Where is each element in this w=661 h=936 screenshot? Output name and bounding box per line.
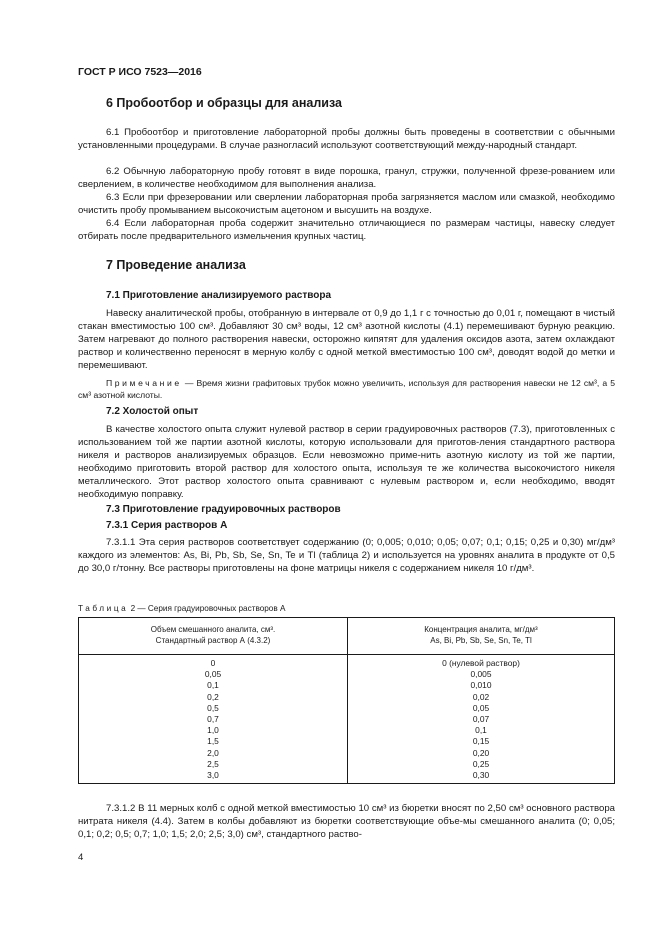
volume-cell: 0,05 <box>204 669 222 680</box>
concentration-header-line2: As, Bi, Pb, Sb, Se, Sn, Te, Tl <box>430 636 532 645</box>
table-caption-text: 2 — Серия градуировочных растворов А <box>128 604 286 613</box>
concentration-cell: 0,02 <box>472 691 490 702</box>
paragraph-6-2: 6.2 Обычную лабораторную пробу готовят в виде порошка, гранул, стружки, полученной фрезе-рованием или сверлением, в количестве необходимом для выполнения анализа. <box>78 166 615 190</box>
paragraph-6-1: 6.1 Пробоотбор и приготовление лабораторной пробы должны быть проведены в соответствии с обычными установленными процедурами. В случае разногласий используют соответствующий между-народный стандарт. <box>78 127 615 151</box>
concentration-cell: 0,20 <box>472 747 490 758</box>
concentration-cell: 0 (нулевой раствор) <box>442 658 520 668</box>
calibration-table <box>78 617 615 784</box>
subsection-7-3-heading: 7.3 Приготовление градуировочных растворов <box>106 504 341 515</box>
section-7-heading: 7 Проведение анализа <box>106 258 246 272</box>
paragraph-7-3-1-1: 7.3.1.1 Эта серия растворов соответствует содержанию (0; 0,005; 0,010; 0,05; 0,07; 0,1; 0,15; 0,25 и 0,30) мг/дм³ каждого из элементов: As, Bi, Pb, Sb, Se, Sn, Te и Tl (таблица 2) и используется на уровнях аналита в продукте от 0,5 до 30,0 г/тонну. Все растворы приготовлены на фоне матрицы никеля с содержанием никеля 10 г/дм³. <box>78 537 615 574</box>
standard-header: ГОСТ Р ИСО 7523—2016 <box>78 66 202 78</box>
concentration-cell: 0,005 <box>470 669 492 680</box>
concentration-column <box>348 658 614 781</box>
paragraph-7-1: Навеску аналитической пробы, отобранную в интервале от 0,9 до 1,1 г с точностью до 0,01 г, помещают в чистый стакан вместимостью 100 см³. Добавляют 30 см³ воды, 12 см³ азотной кислоты (4.1) перемешивают бурную реакцию. Затем нагревают до полного растворения навески, осторожно кипятят для удаления оксидов азота, затем охлаждают раствор и количественно переносят в мерную колбу с одной меткой вместимостью 100 см³, доводят водой до метки и перемешивают. <box>78 308 615 371</box>
paragraph-7-3-1-2: 7.3.1.2 В 11 мерных колб с одной меткой вместимостью 10 см³ из бюретки вносят по 2,50 см³ основного раствора нитрата никеля (4.4). Затем в колбы добавляют из бюретки соответствующие объе-мы смешанного аналита (0; 0,05; 0,1; 0,2; 0,5; 0,7; 1,0; 1,5; 2,0; 2,5; 3,0) см³, стандартного раство- <box>78 803 615 840</box>
volume-column <box>79 658 347 781</box>
volume-cell: 2,0 <box>207 747 219 758</box>
volume-column-header <box>79 624 347 646</box>
concentration-cell: 0,1 <box>475 725 487 736</box>
volume-header-line2: Стандартный раствор А (4.3.2) <box>155 636 271 645</box>
concentration-cell: 0,07 <box>472 714 490 725</box>
note-label: Примечание <box>106 378 182 388</box>
volume-cell: 1,5 <box>207 736 219 747</box>
concentration-header-line1: Концентрация аналита, мг/дм³ <box>424 625 538 634</box>
volume-cell: 3,0 <box>207 770 219 781</box>
note-7-1 <box>78 377 615 401</box>
paragraph-7-2: В качестве холостого опыта служит нулевой раствор в серии градуировочных растворов (7.3), приготовленных с использованием той же партии азотной кислоты, которую использовали для приготов-ления стандартного раствора никеля и растворов анализируемых образцов. Если невозможно приме-нить азотную кислоту из той же партии, необходимо приготовить второй раствор для холостого опыта, используя те же количества высокочистого никеля металлического. Этот раствор холостого опыта сравнивают с нулевым раствором и, если необходимо, вводят необходимую поправку. <box>78 424 615 500</box>
concentration-cell: 0,15 <box>472 736 490 747</box>
note-text: — Время жизни графитовых трубок можно увеличить, используя для растворения навески не 12 см³, а 5 см³ азотной кислоты. <box>78 378 615 400</box>
subsection-7-3-1-heading: 7.3.1 Серия растворов А <box>106 520 228 531</box>
concentration-cell: 0,30 <box>472 770 490 781</box>
table-caption-label: Таблица <box>78 604 129 613</box>
table-caption <box>78 604 285 613</box>
volume-cell: 1,0 <box>207 725 219 736</box>
subsection-7-1-heading: 7.1 Приготовление анализируемого раствора <box>106 290 332 301</box>
concentration-cell: 0,010 <box>470 680 492 691</box>
volume-cell: 0,7 <box>207 714 219 725</box>
section-6-heading: 6 Пробоотбор и образцы для анализа <box>106 96 342 110</box>
volume-cell: 2,5 <box>207 758 219 769</box>
table-header-divider <box>79 654 614 655</box>
volume-header-line1: Объем смешанного аналита, см³. <box>150 625 276 634</box>
page-number: 4 <box>78 852 84 863</box>
volume-cell: 0 <box>210 658 216 668</box>
concentration-cell: 0,05 <box>472 702 490 713</box>
volume-cell: 0,5 <box>207 702 219 713</box>
volume-cell: 0,1 <box>207 680 219 691</box>
subsection-7-2-heading: 7.2 Холостой опыт <box>106 406 199 417</box>
concentration-cell: 0,25 <box>472 758 490 769</box>
paragraph-6-4: 6.4 Если лабораторная проба содержит значительно отличающиеся по размерам частицы, навеску следует отбирать после предварительного измельчения крупных частиц. <box>78 218 615 242</box>
volume-cell: 0,2 <box>207 691 219 702</box>
paragraph-6-3: 6.3 Если при фрезеровании или сверлении лабораторная проба загрязняется маслом или смазкой, необходимо очистить пробу промыванием высокочистым ацетоном и высушить на воздухе. <box>78 192 615 216</box>
concentration-column-header <box>348 624 614 646</box>
